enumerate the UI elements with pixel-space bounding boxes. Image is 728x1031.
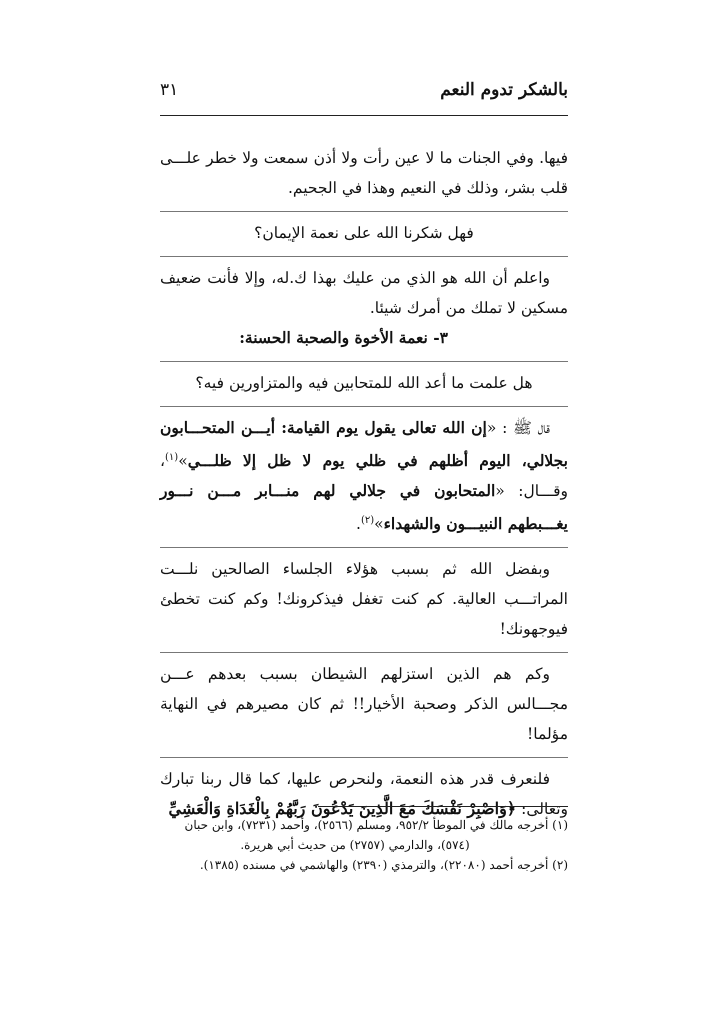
quran-verse: ﴿وَاصْبِرْ نَفْسَكَ مَعَ الَّذِينَ يَدْعُونَ رَبَّهُمْ بِالْغَدَاةِ وَالْعَشِيِّ bbox=[168, 799, 517, 819]
paragraph-7: وكم هم الذين استزلهم الشيطان بسبب بعدهم عـــن مجـــالس الذكر وصحبة الأخيار!! ثم كان مصيرهم في النهاية مؤلما! bbox=[160, 665, 568, 744]
quote-close-1: » bbox=[178, 452, 188, 471]
footnote-rule bbox=[318, 806, 568, 807]
separator bbox=[160, 406, 568, 407]
body-text bbox=[160, 143, 568, 824]
footnote-ref-1[interactable]: (١) bbox=[165, 452, 179, 463]
section-heading: ٣- نعمة الأخوة والصحبة الحسنة: bbox=[239, 328, 448, 347]
footnote-1-line-1: (١) أخرجه مالك في الموطأ ٩٥٢/٢، ومسلم (٢٥٦٦)، وأحمد (٧٢٣١)، وابن حبان bbox=[184, 818, 568, 832]
paragraph-8-text: فلنعرف قدر هذه النعمة، ولنحرص عليها، كما قال ربنا تبارك وتعالى: bbox=[160, 770, 568, 819]
hadith-quote-2: المتحابون في جلالي لهم منـــابر مـــن نـــور يغـــبطهم النبيـــون والشهداء bbox=[160, 481, 568, 534]
page-number: ٣١ bbox=[160, 80, 179, 100]
footnotes bbox=[160, 815, 568, 875]
footnote-ref-2[interactable]: (٢) bbox=[360, 515, 375, 527]
page-header bbox=[160, 80, 568, 110]
footnote-2: (٢) أخرجه أحمد (٢٢٠٨٠)، والترمذي (٢٣٩٠) والهاشمي في مسنده (١٣٨٥). bbox=[199, 858, 568, 872]
separator bbox=[160, 211, 568, 212]
separator bbox=[160, 652, 568, 653]
separator bbox=[160, 256, 568, 257]
paragraph-3: واعلم أن الله هو الذي من عليك بهذا ك.له، وإلا فأنت ضعيف مسكين لا تملك من أمرك شيئا. bbox=[160, 269, 568, 317]
paragraph-2: فهل شكرنا الله على نعمة الإيمان؟ bbox=[254, 224, 474, 242]
paragraph-1: فيها. وفي الجنات ما لا عين رأت ولا أذن سمعت ولا خطر علـــى قلب بشر، وذلك في النعيم وهذا في الجحيم. bbox=[160, 149, 568, 197]
paragraph-5 bbox=[160, 413, 568, 539]
quote-close-2: » bbox=[374, 515, 384, 534]
footnote-1-line-2: (٥٧٤)، والدارمي (٢٧٥٧) من حديث أبي هريرة. bbox=[240, 838, 470, 852]
header-rule bbox=[160, 115, 568, 116]
hadith-intro: قال ﷺ : « bbox=[486, 419, 550, 437]
separator bbox=[160, 547, 568, 548]
separator bbox=[160, 361, 568, 362]
separator bbox=[160, 757, 568, 758]
paragraph-4: هل علمت ما أعد الله للمتحابين فيه والمتزاورين فيه؟ bbox=[195, 374, 533, 392]
hadith-quote-1: إن الله تعالى يقول يوم القيامة: أيـــن المتحـــابون بجلالي، اليوم أظلهم في ظلي يوم لا ظل إلا ظلـــي bbox=[160, 418, 568, 471]
paragraph-6: وبفضل الله ثم بسبب هؤلاء الجلساء الصالحين نلـــت المراتـــب العالية. كم كنت تغفل فيذكرونك! وكم كنت تخطئ فيوجهونك! bbox=[160, 560, 568, 639]
hadith-end: . bbox=[356, 515, 361, 534]
hadith-mid: ، وقـــال: « bbox=[160, 452, 568, 501]
running-head: بالشكر تدوم النعم bbox=[440, 80, 568, 100]
